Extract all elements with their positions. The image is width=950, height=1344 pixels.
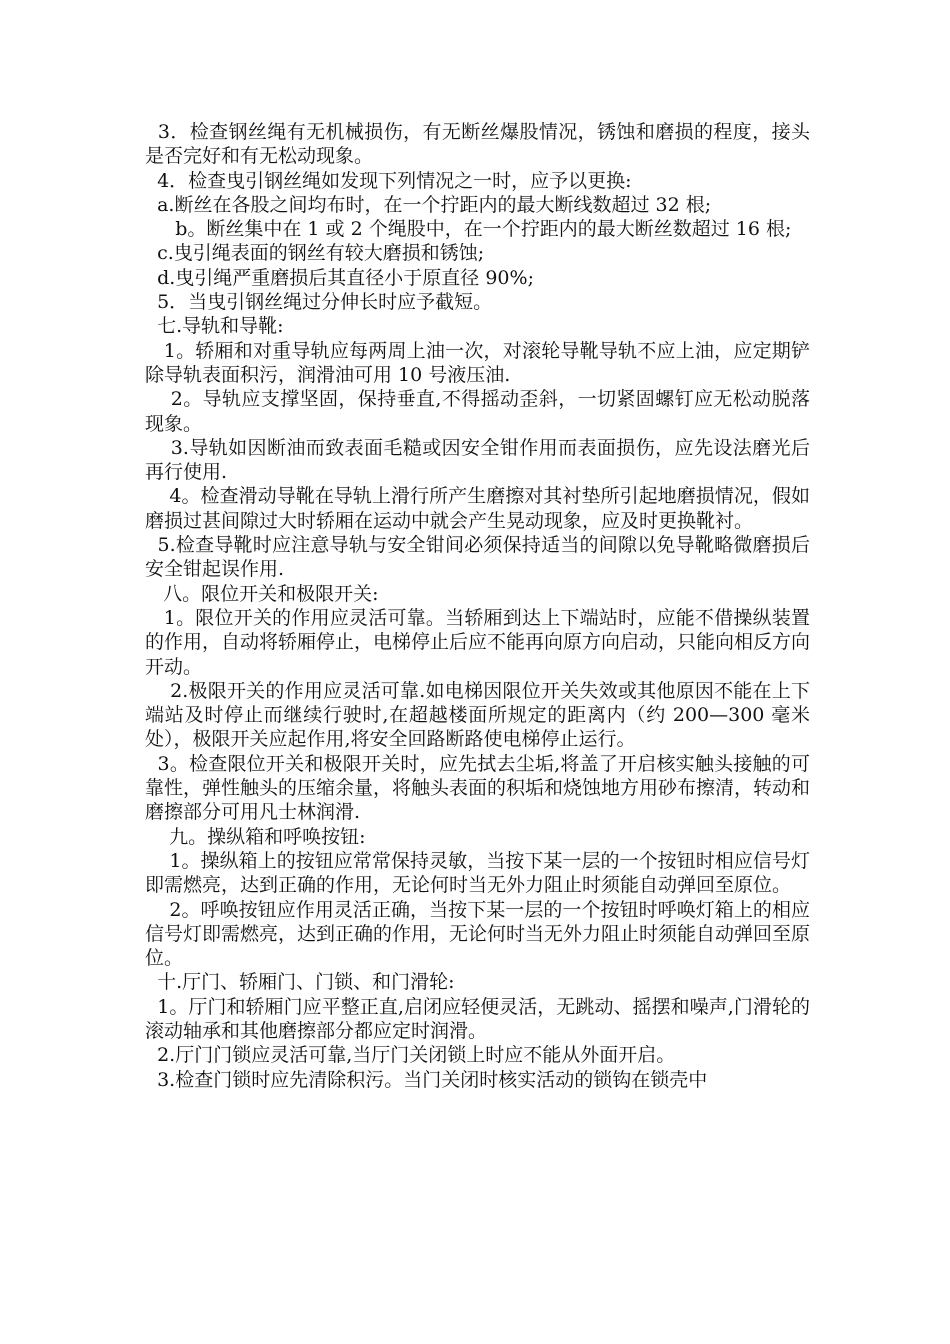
paragraph-switch-inspection: 3。检查限位开关和极限开关时，应先拭去尘垢,将盖了开启核实触头接触的可靠性，弹性触头的压缩余量，将触头表面的积垢和烧蚀地方用砂布擦清，转动和磨擦部分可用凡士林润滑.: [145, 752, 811, 824]
paragraph-rail-support: 2。导轨应支撑坚固，保持垂直,不得摇动歪斜，一切紧固螺钉应无松动脱落现象。: [145, 388, 810, 435]
paragraph-limit-switch-function: 1。限位开关的作用应灵活可靠。当轿厢到达上下端站时，应能不借操纵装置的作用，自动将轿厢停止，电梯停止后应不能再向原方向启动，只能向相反方向开动。: [145, 606, 811, 678]
paragraph-rope-shorten: 5．当曳引钢丝绳过分伸长时应予截短。: [145, 291, 493, 314]
section-heading-control-panel: 九。操纵箱和呼唤按钮:: [145, 825, 366, 848]
paragraph-shoe-gap: 5.检查导靴时应注意导轨与安全钳间必须保持适当的间隙以免导靴略微磨损后安全钳起误作用.: [145, 534, 810, 581]
document-body: [145, 120, 810, 1092]
section-heading-limit-switches: 八。限位开关和极限开关:: [145, 582, 379, 605]
paragraph-call-buttons: 2。呼唤按钮应作用灵活正确，当按下某一层的一个按钮时呼唤灯箱上的相应信号灯即需燃亮，达到正确的作用，无论何时当无外力阻止时须能自动弹回至原位。: [145, 898, 811, 970]
paragraph-rail-oiling: 1。轿厢和对重导轨应每两周上油一次，对滚轮导靴导轨不应上油，应定期铲除导轨表面积污，润滑油可用 10 号液压油.: [145, 339, 811, 386]
paragraph-item-d: d.曳引绳严重磨损后其直径小于原直径 90%;: [145, 266, 534, 289]
paragraph-item-b: b。断丝集中在 1 或 2 个绳股中，在一个拧距内的最大断丝数超过 16 根;: [145, 218, 792, 241]
paragraph-door-lock-inspection: 3.检查门锁时应先清除积污。当门关闭时核实活动的锁钩在锁壳中: [145, 1068, 708, 1091]
paragraph-door-lock: 2.厅门门锁应灵活可靠,当厅门关闭锁上时应不能从外面开启。: [145, 1044, 676, 1067]
paragraph-rail-polish: 3.导轨如因断油而致表面毛糙或因安全钳作用而表面损伤，应先设法磨光后再行使用.: [145, 436, 810, 484]
paragraph-panel-buttons: 1。操纵箱上的按钮应常常保持灵敏，当按下某一层的一个按钮时相应信号灯即需燃亮，达到正确的作用，无论何时当无外力阻止时须能自动弹回至原位。: [145, 849, 810, 897]
paragraph-shoe-wear: 4。检查滑动导靴在导轨上滑行所产生磨擦对其衬垫所引起地磨损情况，假如磨损过甚间隙过大时轿厢在运动中就会产生晃动现象，应及时更换靴衬。: [145, 485, 810, 532]
paragraph-rope-replace-conditions: 4．检查曳引钢丝绳如发现下列情况之一时，应予以更换:: [145, 169, 632, 192]
section-heading-guide-rails: 七.导轨和导靴:: [145, 315, 284, 338]
paragraph-item-a: a.断丝在各股之间均布时，在一个拧距内的最大断线数超过 32 根;: [145, 193, 712, 216]
paragraph-item-c: c.曳引绳表面的钢丝有较大磨损和锈蚀;: [145, 242, 485, 265]
paragraph-rope-damage-check: 3．检查钢丝绳有无机械损伤，有无断丝爆股情况，锈蚀和磨损的程度，接头是否完好和有无松动现象。: [145, 121, 810, 168]
paragraph-final-limit-switch: 2.极限开关的作用应灵活可靠.如电梯因限位开关失效或其他原因不能在上下端站及时停止而继续行驶时,在超越楼面所规定的距离内（约 200—300 毫米处），极限开关应起作用,将安全回路断路使电梯停止运行。: [145, 679, 810, 751]
paragraph-door-operation: 1。厅门和轿厢门应平整正直,启闭应轻便灵活，无跳动、摇摆和噪声,门滑轮的滚动轴承和其他磨擦部分都应定时润滑。: [145, 995, 810, 1042]
section-heading-doors: 十.厅门、轿厢门、门锁、和门滑轮:: [145, 971, 455, 994]
